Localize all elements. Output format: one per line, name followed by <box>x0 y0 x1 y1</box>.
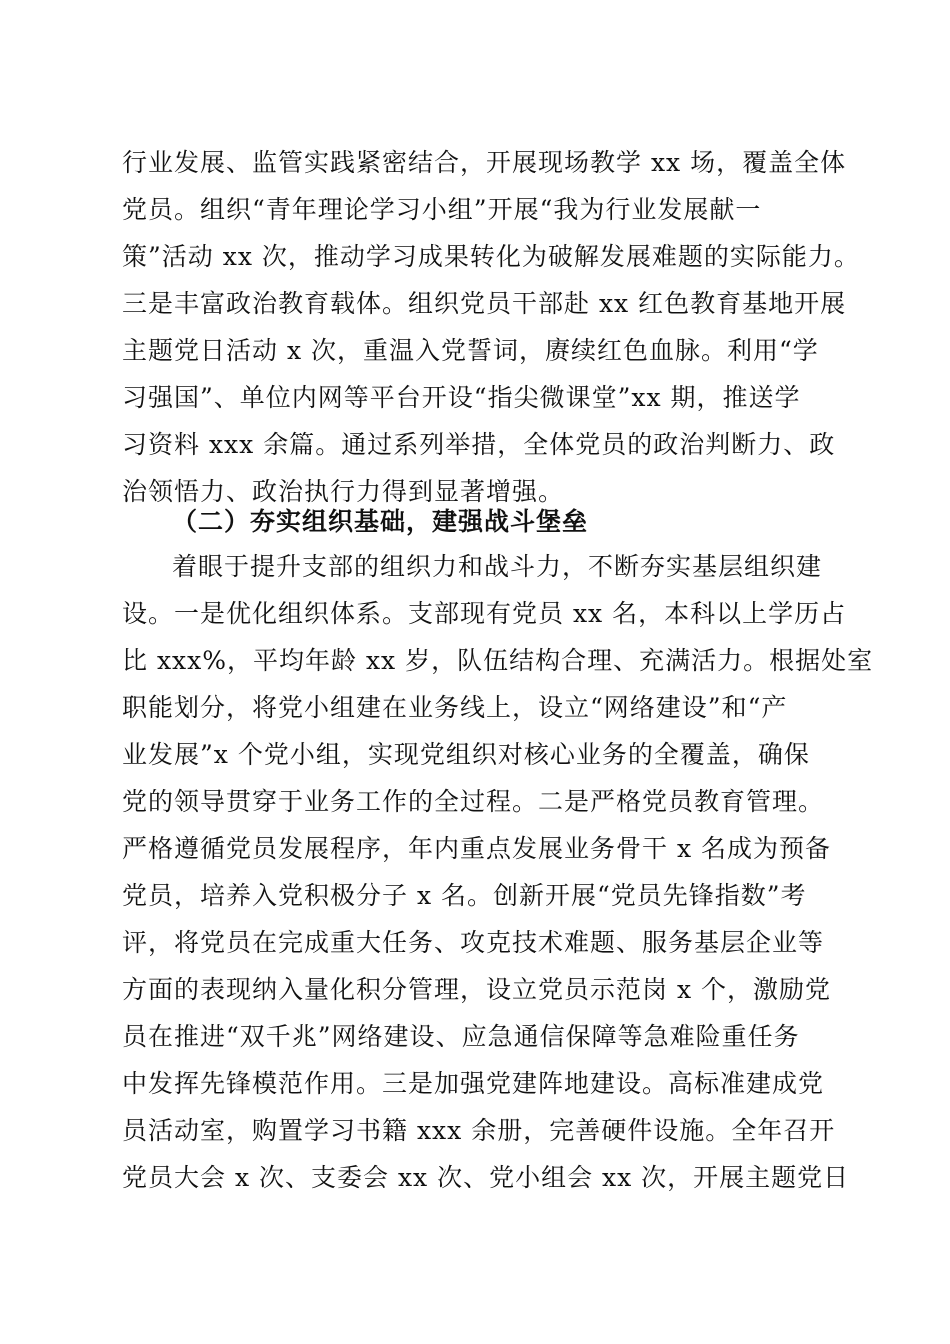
paragraph-line: 严格遵循党员发展程序，年内重点发展业务骨干 x 名成为预备 <box>122 834 831 863</box>
paragraph-organization-building <box>122 543 874 1201</box>
paragraph-line: 评，将党员在完成重大任务、攻克技术难题、服务基层企业等 <box>122 928 825 957</box>
paragraph-line: 习强国”、单位内网等平台开设“指尖微课堂”xx 期，推送学 <box>122 383 801 412</box>
paragraph-line: 设。一是优化组织体系。支部现有党员 xx 名，本科以上学历占 <box>122 599 847 628</box>
paragraph-line: 主题党日活动 x 次，重温入党誓词，赓续红色血脉。利用“学 <box>122 336 819 365</box>
paragraph-line: 着眼于提升支部的组织力和战斗力，不断夯实基层组织建 <box>172 552 823 581</box>
paragraph-line: 治领悟力、政治执行力得到显著增强。 <box>122 477 565 506</box>
section-heading: （二）夯实组织基础，建强战斗堡垒 <box>172 507 589 536</box>
paragraph-line: 三是丰富政治教育载体。组织党员干部赴 xx 红色教育基地开展 <box>122 289 847 318</box>
paragraph-line: 员活动室，购置学习书籍 xxx 余册，完善硬件设施。全年召开 <box>122 1116 836 1145</box>
paragraph-line: 党的领导贯穿于业务工作的全过程。二是严格党员教育管理。 <box>122 787 825 816</box>
paragraph-line: 党员。组织“青年理论学习小组”开展“我为行业发展献一 <box>122 195 762 224</box>
paragraph-line: 方面的表现纳入量化积分管理，设立党员示范岗 x 个，激励党 <box>122 975 831 1004</box>
paragraph-political-education <box>122 139 860 515</box>
paragraph-line: 中发挥先锋模范作用。三是加强党建阵地建设。高标准建成党 <box>122 1069 825 1098</box>
paragraph-line: 策”活动 xx 次，推动学习成果转化为破解发展难题的实际能力。 <box>122 242 860 271</box>
section-heading-block <box>122 498 842 545</box>
paragraph-line: 员在推进“双千兆”网络建设、应急通信保障等急难险重任务 <box>122 1022 800 1051</box>
paragraph-line: 习资料 xxx 余篇。通过系列举措，全体党员的政治判断力、政 <box>122 430 836 459</box>
paragraph-line: 行业发展、监管实践紧密结合，开展现场教学 xx 场，覆盖全体 <box>122 148 847 177</box>
paragraph-line: 职能划分，将党小组建在业务线上，设立“网络建设”和“产 <box>122 693 788 722</box>
paragraph-line: 比 xxx%，平均年龄 xx 岁，队伍结构合理、充满活力。根据处室 <box>122 646 874 675</box>
paragraph-line: 党员，培养入党积极分子 x 名。创新开展“党员先锋指数”考 <box>122 881 807 910</box>
paragraph-line: 党员大会 x 次、支委会 xx 次、党小组会 xx 次，开展主题党日 <box>122 1163 850 1192</box>
paragraph-line: 业发展”x 个党小组，实现党组织对核心业务的全覆盖，确保 <box>122 740 810 769</box>
